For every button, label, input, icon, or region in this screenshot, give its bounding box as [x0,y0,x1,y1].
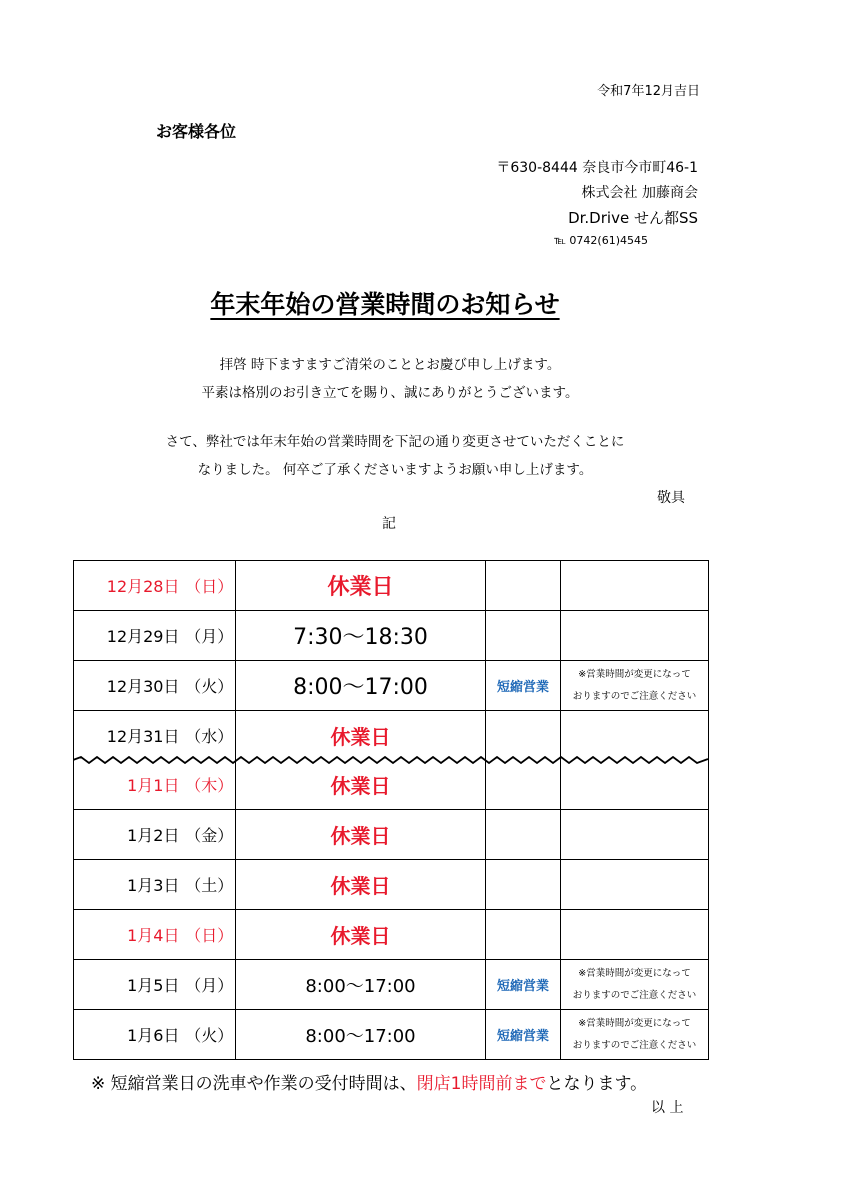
year-break-jagged-line [73,756,708,764]
schedule-hours: 休業日 [236,810,486,860]
schedule-weekday: （火） [184,1010,236,1060]
schedule-note [486,910,561,960]
notice-title: 年末年始の営業時間のお知らせ [210,290,560,319]
ki-mark: 記 [382,516,396,532]
schedule-note [486,711,561,761]
memo-line-1: ※営業時間が変更になって [578,1017,691,1029]
body-line-1: さて、弊社では年末年始の営業時間を下記の通り変更させていただくことに [165,434,625,450]
schedule-hours: 8:00～17:00 [236,1010,486,1060]
schedule-memo [561,661,709,711]
schedule-memo [561,960,709,1010]
schedule-weekday: （火） [184,661,236,711]
schedule-memo [561,860,709,910]
schedule-row [74,1010,709,1060]
schedule-hours: 休業日 [236,561,486,611]
greeting-line-2: 平素は格別のお引き立てを賜り、誠にありがとうございます。 [201,385,579,401]
footnote-suffix: となります。 [546,1074,648,1094]
schedule-note [486,611,561,661]
schedule-weekday: （月） [184,611,236,661]
schedule-hours: 8:00～17:00 [236,661,486,711]
schedule-note [486,760,561,810]
schedule-date: 1月3日 [74,860,184,910]
schedule-note: 短縮営業 [486,661,561,711]
schedule-date: 12月31日 [74,711,184,761]
sender-store: Dr.Drive せん都SS [568,209,698,227]
footnote [91,1069,647,1094]
schedule-row [74,810,709,860]
schedule-note: 短縮営業 [486,1010,561,1060]
schedule-date: 12月29日 [74,611,184,661]
schedule-hours: 7:30～18:30 [236,611,486,661]
schedule-date: 1月5日 [74,960,184,1010]
addressee: お客様各位 [156,122,237,141]
schedule-hours: 休業日 [236,760,486,810]
schedule-table [73,560,709,1060]
schedule-row [74,561,709,611]
sender-company: 株式会社 加藤商会 [581,185,698,201]
body-line-2: なりました。 何卒ご了承くださいますようお願い申し上げます。 [197,462,593,478]
schedule-note: 短縮営業 [486,960,561,1010]
schedule-row [74,760,709,810]
schedule-date: 1月4日 [74,910,184,960]
schedule-row [74,960,709,1010]
schedule-note [486,860,561,910]
memo-line-1: ※営業時間が変更になって [578,668,691,680]
schedule-memo [561,611,709,661]
schedule-weekday: （土） [184,860,236,910]
sender-tel: ℡ 0742(61)4545 [554,234,648,247]
memo-line-2: おりますのでご注意ください [572,1039,697,1051]
schedule-row [74,661,709,711]
schedule-row [74,860,709,910]
schedule-memo [561,561,709,611]
schedule-weekday: （月） [184,960,236,1010]
schedule-date: 1月6日 [74,1010,184,1060]
document-date: 令和7年12月吉日 [597,84,700,99]
memo-line-2: おりますのでご注意ください [572,690,697,702]
schedule-date: 1月1日 [74,760,184,810]
schedule-row [74,611,709,661]
footnote-highlight: 閉店1時間前まで [416,1074,547,1094]
schedule-weekday: （金） [184,810,236,860]
schedule-note [486,561,561,611]
schedule-date: 12月30日 [74,661,184,711]
greeting-line-1: 拝啓 時下ますますご清栄のこととお慶び申し上げます。 [219,357,561,373]
memo-line-2: おりますのでご注意ください [572,989,697,1001]
schedule-weekday: （日） [184,561,236,611]
schedule-weekday: （水） [184,711,236,761]
schedule-memo [561,1010,709,1060]
sender-address: 〒630-8444 奈良市今市町46-1 [496,160,698,176]
schedule-row [74,910,709,960]
schedule-memo [561,760,709,810]
closing-keigu: 敬具 [657,490,685,506]
schedule-weekday: （木） [184,760,236,810]
schedule-date: 1月2日 [74,810,184,860]
schedule-memo [561,810,709,860]
footnote-prefix: ※ 短縮営業日の洗車や作業の受付時間は、 [91,1074,417,1094]
schedule-memo [561,910,709,960]
schedule-row [74,711,709,761]
schedule-note [486,810,561,860]
memo-line-1: ※営業時間が変更になって [578,967,691,979]
schedule-hours: 休業日 [236,860,486,910]
schedule-memo [561,711,709,761]
end-mark: 以 上 [651,1100,684,1116]
schedule-weekday: （日） [184,910,236,960]
schedule-hours: 休業日 [236,711,486,761]
schedule-date: 12月28日 [74,561,184,611]
schedule-hours: 8:00～17:00 [236,960,486,1010]
schedule-hours: 休業日 [236,910,486,960]
